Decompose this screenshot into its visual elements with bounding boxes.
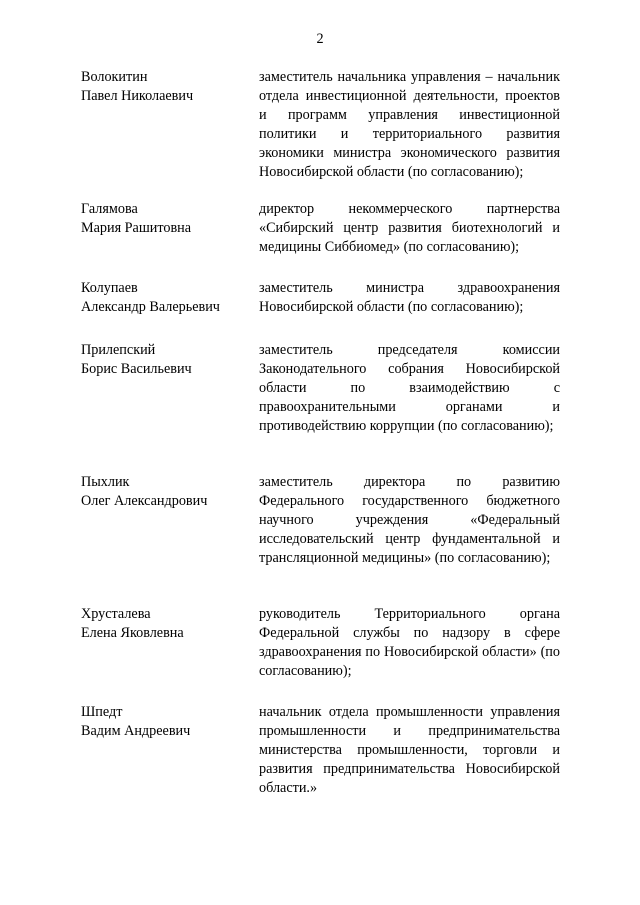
member-role: заместитель министра здравоохранения Новосибирской области (по согласованию); — [259, 280, 560, 315]
member-surname: Хрусталева — [81, 606, 151, 622]
member-role: руководитель Территориального органа Федеральной службы по надзору в сфере здравоохранения по Новосибирской области» (по согласованию); — [259, 606, 560, 679]
member-name — [81, 68, 246, 106]
member-surname: Прилепский — [81, 342, 156, 358]
member-given-names: Елена Яковлевна — [81, 625, 184, 641]
member-name — [81, 605, 246, 643]
member-given-names: Олег Александрович — [81, 493, 208, 509]
member-name — [81, 703, 246, 741]
member-name — [81, 279, 246, 317]
member-name — [81, 200, 246, 238]
member-name — [81, 473, 246, 511]
member-role: заместитель директора по развитию Федерального государственного бюджетного научного учреждения «Федеральный исследовательский центр фундаментальной и трансляционной медицины» (по согласованию); — [259, 474, 560, 566]
page-number: 2 — [316, 31, 324, 47]
member-given-names: Борис Васильевич — [81, 361, 192, 377]
member-surname: Колупаев — [81, 280, 138, 296]
member-role: заместитель председателя комиссии Законодательного собрания Новосибирской области по взаимодействию с правоохранительными органами и противодействию коррупции (по согласованию); — [259, 342, 560, 434]
member-given-names: Александр Валерьевич — [81, 299, 220, 315]
member-surname: Шпедт — [81, 704, 123, 720]
member-surname: Галямова — [81, 201, 138, 217]
member-role: заместитель начальника управления – начальник отдела инвестиционной деятельности, проектов и программ управления инвестиционной политики и территориального развития экономики министра экономического развития Новосибирской области (по согласованию); — [259, 69, 560, 180]
member-given-names: Вадим Андреевич — [81, 723, 191, 739]
member-surname: Волокитин — [81, 69, 148, 85]
member-given-names: Павел Николаевич — [81, 88, 194, 104]
member-role: директор некоммерческого партнерства «Сибирский центр развития биотехнологий и медицины Сиббиомед» (по согласованию); — [259, 201, 560, 255]
member-surname: Пыхлик — [81, 474, 130, 490]
member-role: начальник отдела промышленности управления промышленности и предпринимательства министерства промышленности, торговли и развития предпринимательства Новосибирской области.» — [259, 704, 560, 796]
member-given-names: Мария Рашитовна — [81, 220, 192, 236]
member-name — [81, 341, 246, 379]
